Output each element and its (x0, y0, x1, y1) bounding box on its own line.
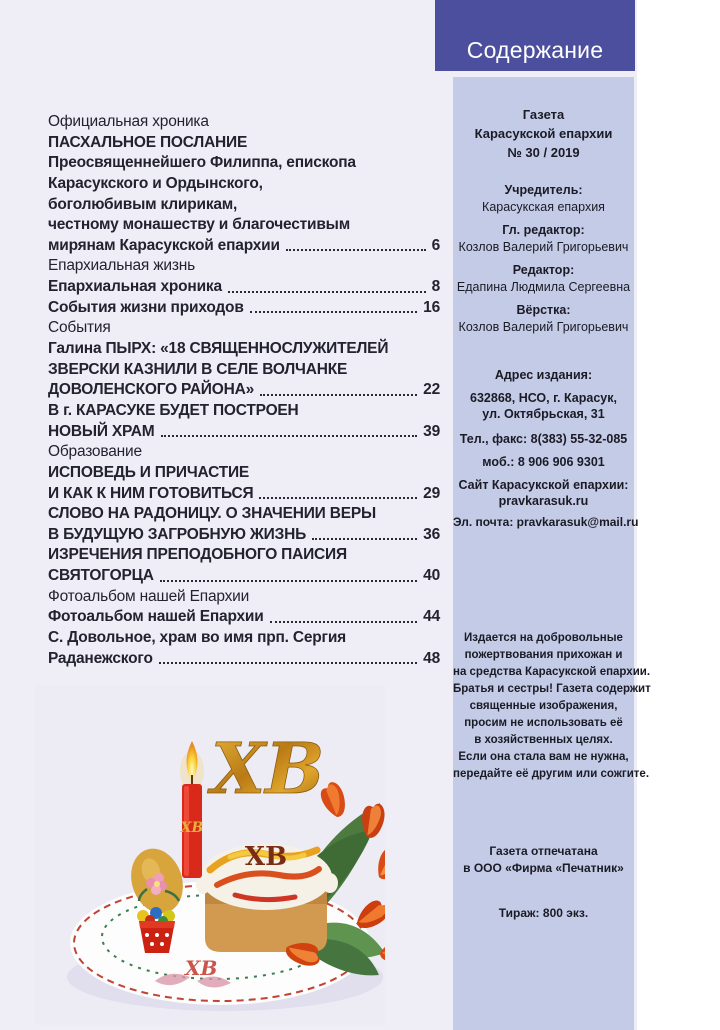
toc-entry-text: События жизни приходов (48, 298, 244, 316)
toc-entry-text: Карасукского и Ордынского, (48, 174, 263, 192)
toc-entry-text: ИЗРЕЧЕНИЯ ПРЕПОДОБНОГО ПАИСИЯ (48, 546, 347, 564)
toc-entry-text: Епархиальная хроника (48, 278, 222, 296)
toc-entry-text: Образование (48, 443, 142, 461)
address-label: Адрес издания: (494, 368, 593, 382)
credit-block (453, 302, 634, 335)
notice-line: на средства Карасукской епархии. (453, 665, 651, 678)
toc-entry-text: НОВЫЙ ХРАМ (48, 422, 155, 440)
kulich-cake-icon (196, 842, 338, 952)
dot-leader (250, 311, 418, 313)
toc-page-number: 16 (423, 298, 440, 316)
notice-line: Братья и сестры! Газета содержит (453, 682, 651, 695)
toc-entry-row (48, 174, 440, 195)
dot-leader (286, 249, 426, 251)
toc-entry-text: честному монашеству и благочестивым (48, 216, 350, 234)
phone-line: Тел., факс: 8(383) 55-32-085 (459, 431, 628, 446)
toc-entry-text: Официальная хроника (48, 113, 209, 130)
toc-entry-text: Фотоальбом нашей Епархии (48, 608, 264, 626)
credit-block (453, 182, 634, 215)
toc-entry-text: Епархиальная жизнь (48, 257, 195, 275)
dot-leader (312, 538, 417, 540)
donation-notice (453, 630, 651, 783)
toc-page-number: 22 (423, 381, 440, 399)
gold-monogram: ХВ (211, 727, 325, 810)
table-of-contents (48, 112, 440, 669)
printing-line: в ООО «Фирма «Печатник» (463, 860, 624, 875)
toc-entry-text: В БУДУЩУЮ ЗАГРОБНУЮ ЖИЗНЬ (48, 525, 307, 543)
dot-leader (260, 394, 417, 396)
toc-entry-row (48, 153, 440, 174)
notice-line: священные изображения, (469, 699, 618, 712)
credits-block (453, 182, 634, 335)
contents-header (435, 0, 635, 71)
notice-line: Если она стала вам не нужна, (458, 750, 629, 763)
toc-entry-text: ПАСХАЛЬНОЕ ПОСЛАНИЕ (48, 133, 248, 151)
doily-monogram: ХВ (185, 956, 218, 980)
address-lines (453, 390, 634, 423)
toc-entry-row (48, 484, 440, 505)
dot-leader (160, 580, 417, 582)
credit-block (453, 262, 634, 295)
toc-page-number: 6 (431, 236, 440, 254)
credit-label: Редактор: (512, 263, 575, 277)
toc-page-number: 8 (431, 278, 440, 296)
toc-entry-row (48, 401, 440, 422)
toc-entry-text: Фотоальбом нашей Епархии (48, 587, 250, 605)
toc-page-number: 48 (423, 649, 440, 667)
toc-section-heading (48, 587, 440, 608)
credit-value: Карасукская епархия (482, 199, 605, 214)
toc-section-heading (48, 442, 440, 463)
masthead-line: № 30 / 2019 (507, 145, 580, 160)
toc-entry-text: Преосвященнейшего Филиппа, епископа (48, 154, 356, 172)
toc-entry-text: мирянам Карасукской епархии (48, 236, 280, 254)
toc-page-number: 44 (423, 608, 440, 626)
toc-entry-text: В г. КАРАСУКЕ БУДЕТ ПОСТРОЕН (48, 401, 299, 419)
toc-entry-row (48, 195, 440, 216)
toc-entry-row (48, 339, 440, 360)
notice-line: просим не использовать её (464, 716, 623, 729)
credit-block (453, 222, 634, 255)
toc-entry-row (48, 545, 440, 566)
toc-entry-row (48, 607, 440, 628)
email-line: Эл. почта: pravkarasuk@mail.ru (453, 514, 639, 529)
toc-entry-row (48, 298, 440, 319)
easter-photo (35, 685, 385, 1025)
address-line: ул. Октябрьская, 31 (482, 407, 605, 421)
masthead (453, 105, 634, 162)
toc-entry-text: ЗВЕРСКИ КАЗНИЛИ В СЕЛЕ ВОЛЧАНКЕ (48, 360, 348, 378)
toc-section-heading (48, 318, 440, 339)
toc-entry-text: С. Довольное, храм во имя прп. Сергия (48, 629, 346, 647)
circulation-line: Тираж: 800 экз. (498, 905, 589, 920)
dot-leader (228, 291, 426, 293)
cake-monogram: ХВ (244, 842, 288, 872)
masthead-line: Газета (522, 107, 565, 122)
site-label: Сайт Карасукской епархии: (458, 477, 629, 492)
credit-label: Учредитель: (504, 183, 583, 197)
credit-label: Гл. редактор: (502, 223, 585, 237)
toc-entry-text: И КАК К НИМ ГОТОВИТЬСЯ (48, 484, 254, 502)
dot-leader (270, 621, 418, 623)
page-title: Содержание (466, 37, 604, 63)
toc-entry-text: боголюбивым клирикам, (48, 195, 238, 213)
toc-entry-text: СЛОВО НА РАДОНИЦУ. О ЗНАЧЕНИИ ВЕРЫ (48, 505, 376, 523)
printing-line: Газета отпечатана (489, 843, 598, 858)
toc-entry-row (48, 525, 440, 546)
toc-entry-text: ИСПОВЕДЬ И ПРИЧАСТИЕ (48, 463, 250, 481)
toc-section-heading (48, 112, 440, 133)
address-line: 632868, НСО, г. Карасук, (470, 390, 617, 405)
mobile-line: моб.: 8 906 906 9301 (482, 454, 605, 469)
toc-entry-text: Раданежского (48, 649, 153, 667)
printing-info (453, 843, 634, 877)
toc-page-number: 36 (423, 525, 440, 543)
toc-entry-text: Галина ПЫРХ: «18 СВЯЩЕННОСЛУЖИТЕЛЕЙ (48, 340, 389, 358)
toc-entry-row (48, 236, 440, 257)
toc-entry-row (48, 215, 440, 236)
candle-icon (180, 741, 204, 878)
toc-page-number: 29 (423, 484, 440, 502)
toc-entry-row (48, 380, 440, 401)
toc-entry-text: События (48, 319, 111, 337)
dot-leader (161, 435, 418, 437)
toc-entry-row (48, 360, 440, 381)
toc-entry-row (48, 566, 440, 587)
toc-entry-row (48, 504, 440, 525)
credit-value: Козлов Валерий Григорьевич (458, 319, 629, 334)
toc-entry-row (48, 463, 440, 484)
toc-entry-row (48, 649, 440, 670)
toc-entry-row (48, 628, 440, 649)
notice-line: в хозяйственных целях. (474, 733, 613, 746)
toc-entry-row (48, 277, 440, 298)
toc-entry-text: ДОВОЛЕНСКОГО РАЙОНА» (48, 381, 255, 399)
notice-line: пожертвования прихожан и (464, 648, 623, 661)
toc-section-heading (48, 256, 440, 277)
toc-page-number: 39 (423, 422, 440, 440)
candle-monogram: ХВ (180, 820, 204, 836)
site-url: pravkarasuk.ru (498, 493, 589, 508)
notice-line: Издается на добровольные (464, 631, 623, 644)
masthead-line: Карасукской епархии (474, 126, 613, 141)
toc-entry-row (48, 133, 440, 154)
sidebar-panel (453, 77, 651, 1030)
credit-value: Едапина Людмила Сергеевна (456, 279, 631, 294)
notice-line: передайте её другим или сожгите. (453, 767, 650, 780)
toc-entry-text: СВЯТОГОРЦА (48, 567, 154, 585)
toc-entry-row (48, 422, 440, 443)
dot-leader (159, 662, 417, 664)
toc-page-number: 40 (423, 567, 440, 585)
credit-value: Козлов Валерий Григорьевич (458, 239, 629, 254)
dot-leader (259, 497, 417, 499)
credit-label: Вёрстка: (516, 303, 571, 317)
